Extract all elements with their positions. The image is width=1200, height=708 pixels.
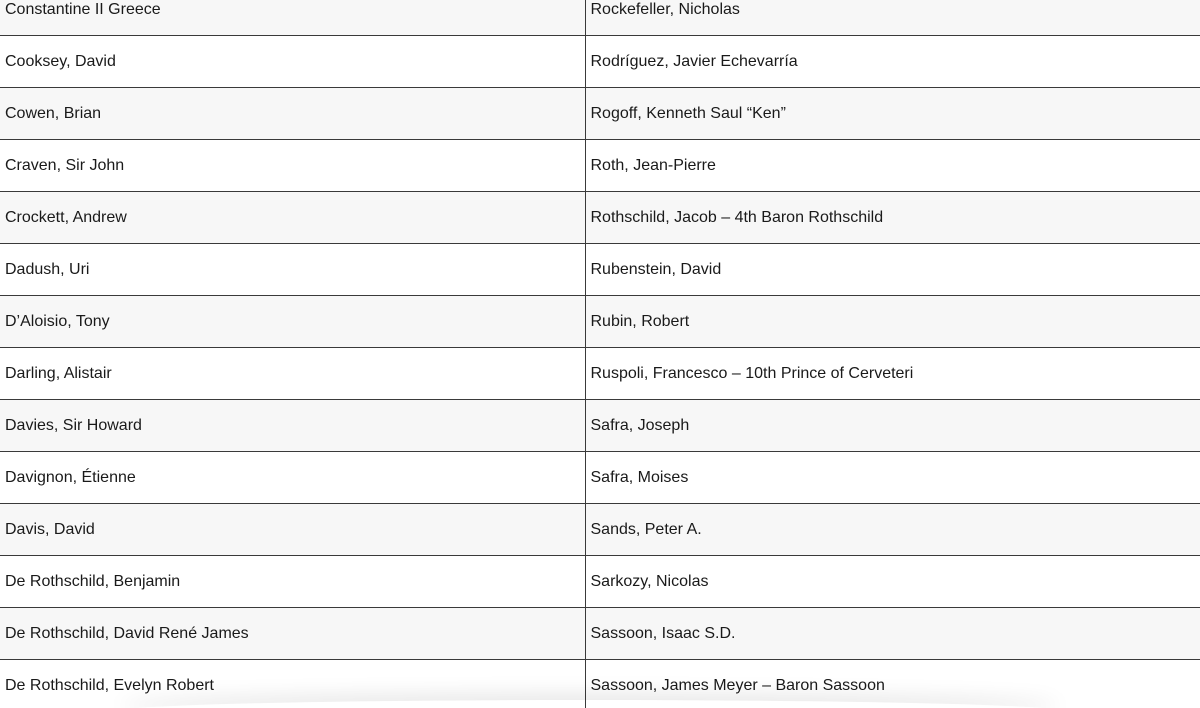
name-cell-right: Roth, Jean-Pierre [585,140,1200,192]
name-cell-left: Davies, Sir Howard [0,400,585,452]
table-row [0,36,1200,88]
name-cell-left: Crockett, Andrew [0,192,585,244]
name-cell-right: Rothschild, Jacob – 4th Baron Rothschild [585,192,1200,244]
name-cell-right: Rodríguez, Javier Echevarría [585,36,1200,88]
table-row [0,348,1200,400]
name-cell-right: Sarkozy, Nicolas [585,556,1200,608]
table-row [0,0,1200,36]
table-row [0,608,1200,660]
name-cell-right: Rockefeller, Nicholas [585,0,1200,36]
name-cell-right: Rubin, Robert [585,296,1200,348]
table-row [0,660,1200,708]
name-cell-left: Davis, David [0,504,585,556]
name-cell-right: Sassoon, James Meyer – Baron Sassoon [585,660,1200,708]
name-cell-left: Cowen, Brian [0,88,585,140]
table-row [0,504,1200,556]
table-row [0,452,1200,504]
name-cell-right: Ruspoli, Francesco – 10th Prince of Cerveteri [585,348,1200,400]
name-cell-left: Constantine II Greece [0,0,585,36]
table-row [0,556,1200,608]
name-cell-left: Darling, Alistair [0,348,585,400]
name-cell-left: De Rothschild, Evelyn Robert [0,660,585,708]
table-row [0,244,1200,296]
name-cell-left: De Rothschild, David René James [0,608,585,660]
table-row [0,400,1200,452]
name-cell-left: Cooksey, David [0,36,585,88]
name-cell-left: Craven, Sir John [0,140,585,192]
table-row [0,296,1200,348]
name-cell-left: D’Aloisio, Tony [0,296,585,348]
name-cell-right: Safra, Joseph [585,400,1200,452]
name-cell-right: Safra, Moises [585,452,1200,504]
name-cell-right: Rogoff, Kenneth Saul “Ken” [585,88,1200,140]
name-cell-left: De Rothschild, Benjamin [0,556,585,608]
table-row [0,140,1200,192]
table-row [0,88,1200,140]
table-row [0,192,1200,244]
name-cell-right: Sands, Peter A. [585,504,1200,556]
name-cell-left: Davignon, Étienne [0,452,585,504]
name-cell-left: Dadush, Uri [0,244,585,296]
name-cell-right: Sassoon, Isaac S.D. [585,608,1200,660]
name-cell-right: Rubenstein, David [585,244,1200,296]
